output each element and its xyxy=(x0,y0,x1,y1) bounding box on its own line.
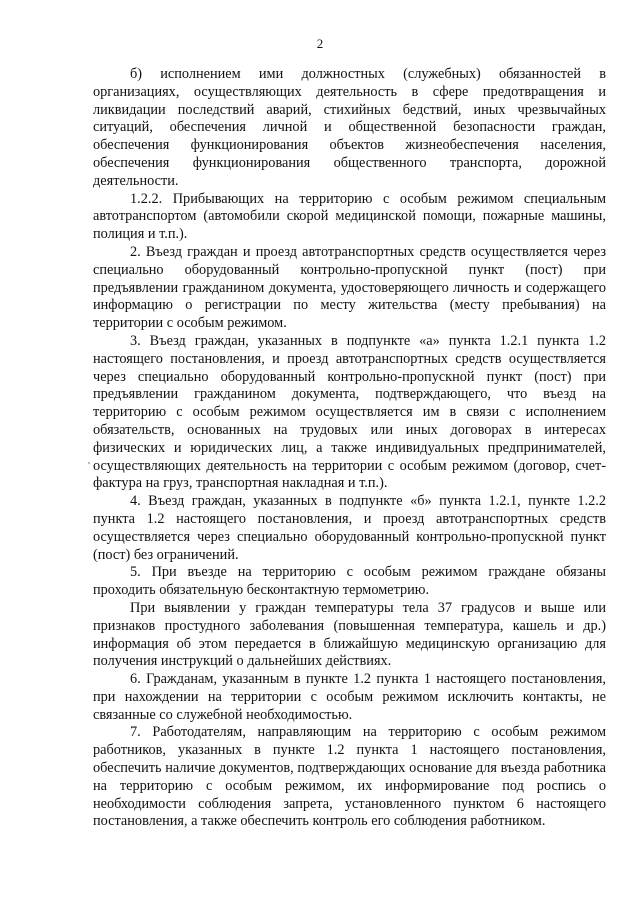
paragraph-subpoint-b: б) исполнением ими должностных (служебных) обязанностей в организациях, осуществляющих деятельность в сфере предотвращения и ликвидации последствий аварий, стихийных бедствий, иных чрезвычайных ситуаций, обеспечения личной и общественной безопасности граждан, обеспечения функционирования объектов жизнеобеспечения населения, обеспечения функционирования общественного транспорта, дорожной деятельности. xyxy=(93,66,606,189)
paragraph-6: 6. Гражданам, указанным в пункте 1.2 пункта 1 настоящего постановления, при нахождении на территории с особым режимом исключить контакты, не связанные со служебной необходимостью. xyxy=(93,671,606,723)
paragraph-3: 3. Въезд граждан, указанных в подпункте «а» пункта 1.2.1 пункта 1.2 настоящего постановления, и проезд автотранспортных средств осуществляется через специально оборудованный контрольно-пропускной пункт (пост) при предъявлении гражданином документа, подтверждающего, что въезд на территорию с особым режимом осуществляется им в связи с исполнением обязательств, основанных на трудовых или иных договорах в интересах физических и юридических лиц, а также индивидуальных предпринимателей, осуществляющих деятельность на территории с особым режимом (договор, счет-фактура на груз, транспортная накладная и т.п.). xyxy=(93,332,606,492)
paragraph-5: 5. При въезде на территорию с особым режимом граждане обязаны проходить обязательную бесконтактную термометрию. xyxy=(93,564,606,599)
paragraph-7: 7. Работодателям, направляющим на территорию с особым режимом работников, указанных в пункте 1.2 пункта 1 настоящего постановления, обеспечить наличие документов, подтверждающих основание для въезда работника на территорию с особым режимом, их информирование под роспись о необходимости соблюдения запрета, установленного пунктом 6 настоящего постановления, а также обеспечить контроль его соблюдения работником. xyxy=(93,724,606,830)
document-body xyxy=(93,66,606,831)
scan-margin-mark xyxy=(88,462,90,464)
paragraph-2: 2. Въезд граждан и проезд автотранспортных средств осуществляется через специально оборудованный контрольно-пропускной пункт (пост) при предъявлении гражданином документа, удостоверяющего личность и содержащего информацию о регистрации по месту жительства (месту пребывания) на территории с особым режимом. xyxy=(93,243,606,332)
paragraph-4: 4. Въезд граждан, указанных в подпункте «б» пункта 1.2.1, пункте 1.2.2 пункта 1.2 настоящего постановления, и проезд автотранспортных средств осуществляется через специально оборудованный контрольно-пропускной пункт (пост) без ограничений. xyxy=(93,493,606,563)
paragraph-1-2-2: 1.2.2. Прибывающих на территорию с особым режимом специальным автотранспортом (автомобили скорой медицинской помощи, пожарные машины, полиция и т.п.). xyxy=(93,190,606,243)
paragraph-5-temperature: При выявлении у граждан температуры тела 37 градусов и выше или признаков простудного заболевания (повышенная температура, кашель и др.) информация об этом передается в ближайшую медицинскую организацию для получения инструкций о дальнейших действиях. xyxy=(93,599,606,670)
page-number: 2 xyxy=(316,36,324,51)
